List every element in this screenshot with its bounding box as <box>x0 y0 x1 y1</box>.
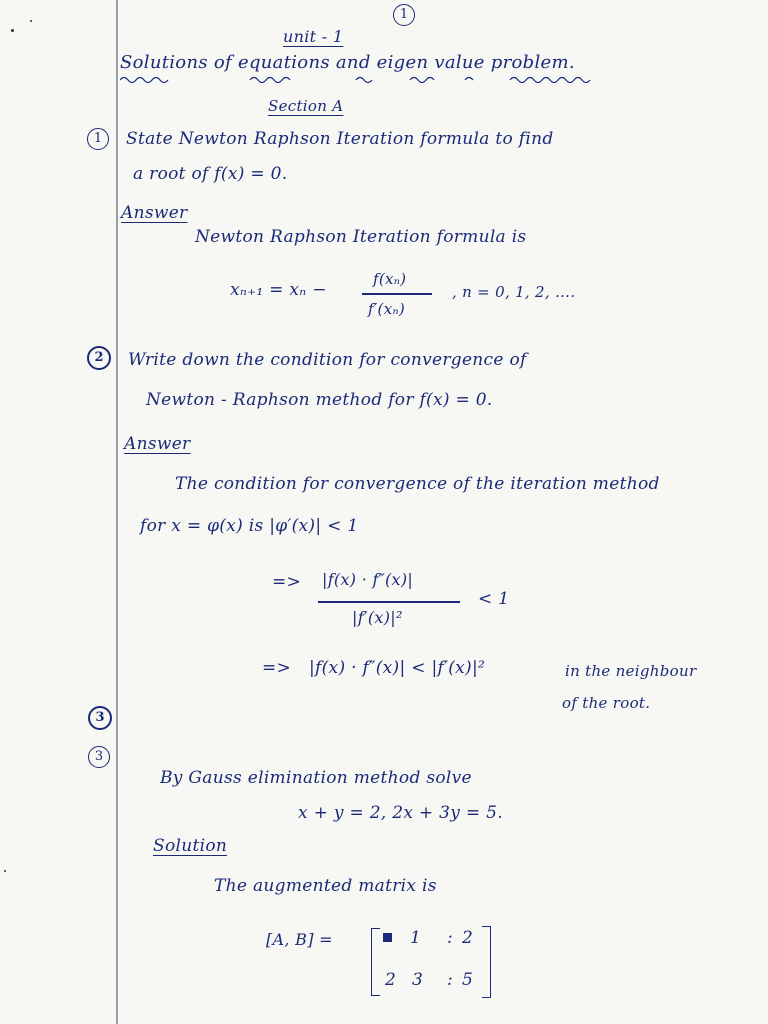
q2-text-line1: Write down the condition for convergence of <box>128 350 527 370</box>
q2-fraction-denominator: |f′(x)|² <box>352 608 403 627</box>
q2-implies-2: => <box>262 658 292 678</box>
margin-line <box>116 0 118 1024</box>
q2-fraction-relation: < 1 <box>478 589 510 609</box>
q3-solution-label: Solution <box>153 836 228 856</box>
matrix-r2-c2: 3 <box>412 970 424 990</box>
matrix-left-bracket <box>371 928 380 996</box>
paper-speck <box>4 870 6 872</box>
q3-text-line1: By Gauss elimination method solve <box>160 768 472 788</box>
q1-answer-label: Answer <box>121 203 188 223</box>
q2-answer-line2: for x = φ(x) is |φ′(x)| < 1 <box>140 516 359 536</box>
section-heading: Section A <box>268 97 344 115</box>
q2-neighbour-line2: of the root. <box>562 694 651 712</box>
matrix-right-bracket <box>482 926 491 998</box>
matrix-r2-sep: : <box>447 970 454 990</box>
page-title: Solutions of equations and eigen value problem. <box>120 52 575 73</box>
q1-formula-denominator: f′(xₙ) <box>368 300 406 318</box>
paper-speck <box>30 20 32 22</box>
matrix-r1-sep: : <box>447 928 454 948</box>
q2-inequality: |f(x) · f″(x)| < |f′(x)|² <box>309 658 486 678</box>
q3-margin-number: 3 <box>88 706 112 730</box>
q1-formula-numerator: f(xₙ) <box>373 270 407 288</box>
matrix-r1-c4: 2 <box>462 928 474 948</box>
q1-text-line2: a root of f(x) = 0. <box>133 164 288 184</box>
q2-neighbour-line1: in the neighbour <box>565 662 697 680</box>
q1-text-line1: State Newton Raphson Iteration formula to find <box>126 129 554 149</box>
q2-answer-line1: The condition for convergence of the iteration method <box>175 474 660 494</box>
q3-matrix-label: [A, B] = <box>266 930 333 949</box>
q1-fraction-bar <box>362 293 432 295</box>
q1-answer-text: Newton Raphson Iteration formula is <box>195 227 527 247</box>
q3-solution-text: The augmented matrix is <box>214 876 437 896</box>
q2-answer-label: Answer <box>124 434 191 454</box>
matrix-r2-c1: 2 <box>385 970 397 990</box>
matrix-r1-c2: 1 <box>410 928 422 948</box>
matrix-r2-c4: 5 <box>462 970 474 990</box>
q2-implies-1: => <box>272 572 302 592</box>
q1-number: 1 <box>87 128 109 150</box>
ink-blot <box>383 933 392 942</box>
q3-number: 3 <box>88 746 110 768</box>
q1-formula-lhs: xₙ₊₁ = xₙ − <box>230 280 327 300</box>
paper-speck <box>11 29 14 32</box>
q1-formula-range: , n = 0, 1, 2, …. <box>452 283 576 301</box>
q3-text-line2: x + y = 2, 2x + 3y = 5. <box>298 803 503 823</box>
page-number: 1 <box>393 4 415 26</box>
q2-fraction-numerator: |f(x) · f″(x)| <box>322 570 414 589</box>
q2-fraction-bar <box>318 601 460 603</box>
unit-heading: unit - 1 <box>283 27 344 46</box>
title-underline-squiggle <box>120 74 620 86</box>
q2-number: 2 <box>87 346 111 370</box>
q2-text-line2: Newton - Raphson method for f(x) = 0. <box>146 390 493 410</box>
